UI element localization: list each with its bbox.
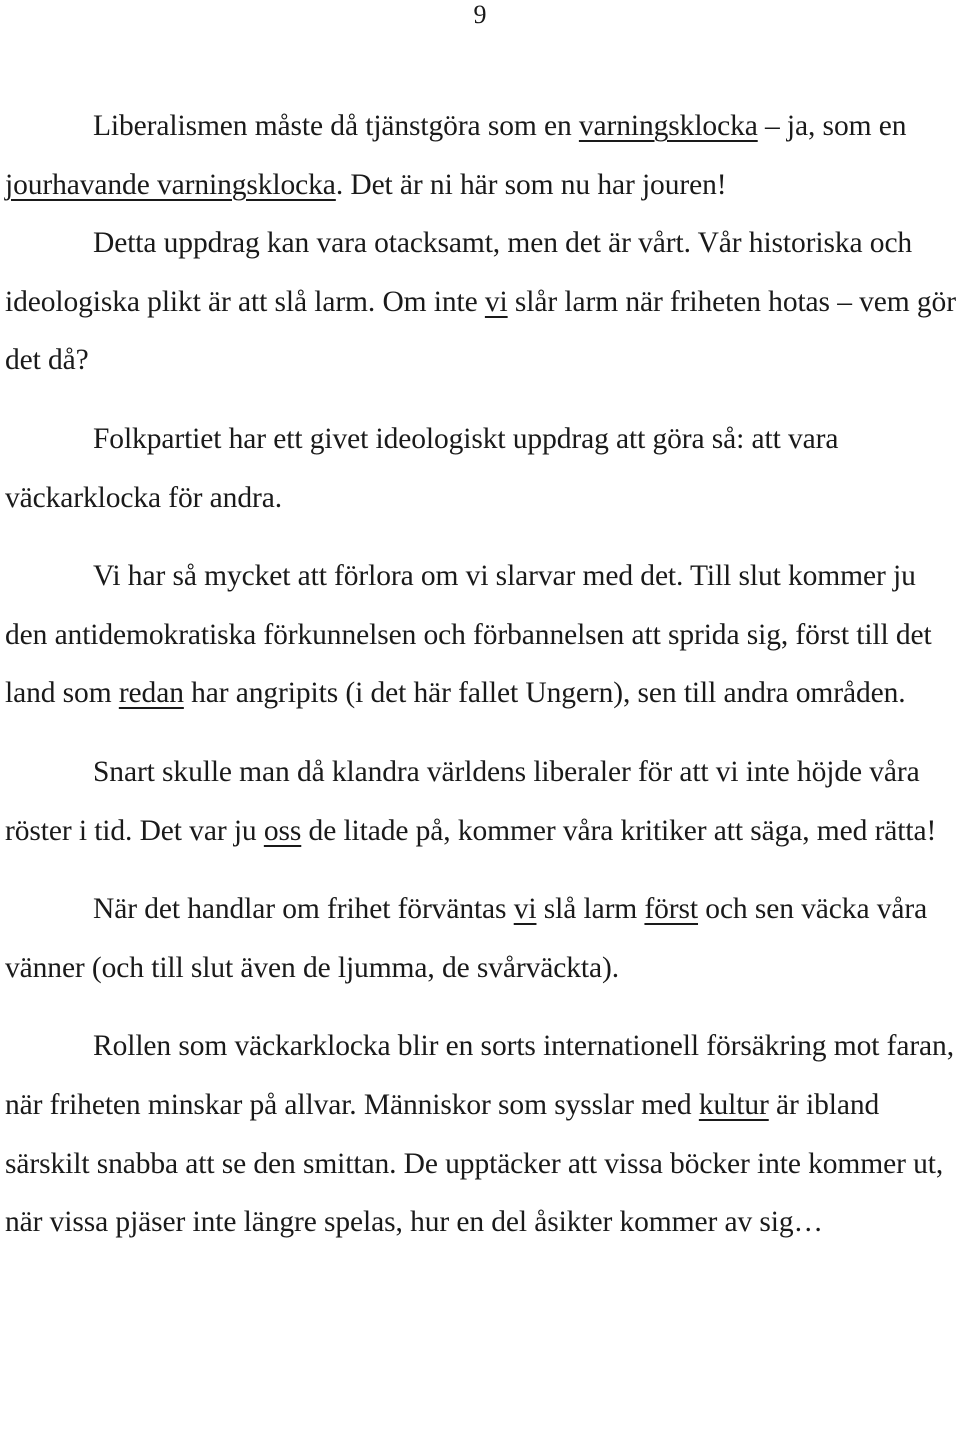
text-span: Rollen som väckarklocka blir en sorts internationell försäkring mot faran, när friheten minskar på allvar. Människor som sysslar med	[5, 1030, 954, 1121]
underlined-text: jourhavande varningsklocka	[5, 168, 336, 201]
paragraph	[5, 547, 960, 723]
text-span: slå larm	[536, 893, 645, 926]
paragraph-gap	[5, 723, 960, 743]
text-span: har angripits (i det här fallet Ungern), sen till andra områden.	[183, 677, 906, 710]
text-span: Vi har så mycket att förlora om vi slarvar med det. Till slut kommer ju den antidemokratiska förkunnelsen och förbannelsen att sprida sig, först till det land som	[5, 560, 932, 710]
paragraph	[5, 880, 960, 997]
text-span: . Det är ni här som nu har jouren!	[335, 168, 727, 201]
underlined-text: vi	[484, 285, 508, 318]
underlined-text: kultur	[698, 1088, 769, 1121]
paragraph-gap	[5, 390, 960, 410]
underlined-text: oss	[263, 814, 302, 847]
paragraph	[5, 97, 960, 214]
paragraph	[5, 1017, 960, 1251]
paragraph-gap	[5, 997, 960, 1017]
paragraph-gap	[5, 527, 960, 547]
text-span: – ja, som en	[757, 110, 907, 142]
underlined-text: redan	[118, 677, 184, 710]
text-span: är ibland särskilt snabba att se den smittan. De upptäcker att vissa böcker inte kommer ut, när vissa pjäser inte längre spelas, hur en del åsikter kommer av sig…	[5, 1088, 944, 1239]
paragraph-gap	[5, 860, 960, 880]
underlined-text: varningsklocka	[578, 110, 758, 142]
underlined-text: vi	[513, 893, 537, 926]
paragraph	[5, 214, 960, 390]
text-span: och sen väcka våra vänner (och till slut även de ljumma, de svårväckta).	[5, 893, 928, 984]
text-span: Folkpartiet har ett givet ideologiskt uppdrag att göra så: att vara väckarklocka för andra.	[5, 422, 839, 514]
text-span: de litade på, kommer våra kritiker att säga, med rätta!	[301, 814, 937, 847]
text-span: När det handlar om frihet förväntas	[93, 893, 514, 926]
paragraph	[5, 410, 960, 527]
text-span: Snart skulle man då klandra världens liberaler för att vi inte höjde våra röster i tid. Det var ju	[5, 755, 920, 847]
text-span: slår larm när friheten hotas – vem gör det då?	[5, 285, 956, 377]
body-text	[5, 97, 960, 1252]
text-span: Liberalismen måste då tjänstgöra som en	[93, 110, 579, 142]
text-span: Detta uppdrag kan vara otacksamt, men det är vårt. Vår historiska och ideologiska plikt är att slå larm. Om inte	[5, 227, 913, 318]
underlined-text: först	[644, 893, 699, 926]
page-number: 9	[473, 0, 487, 29]
paragraph	[5, 743, 960, 860]
